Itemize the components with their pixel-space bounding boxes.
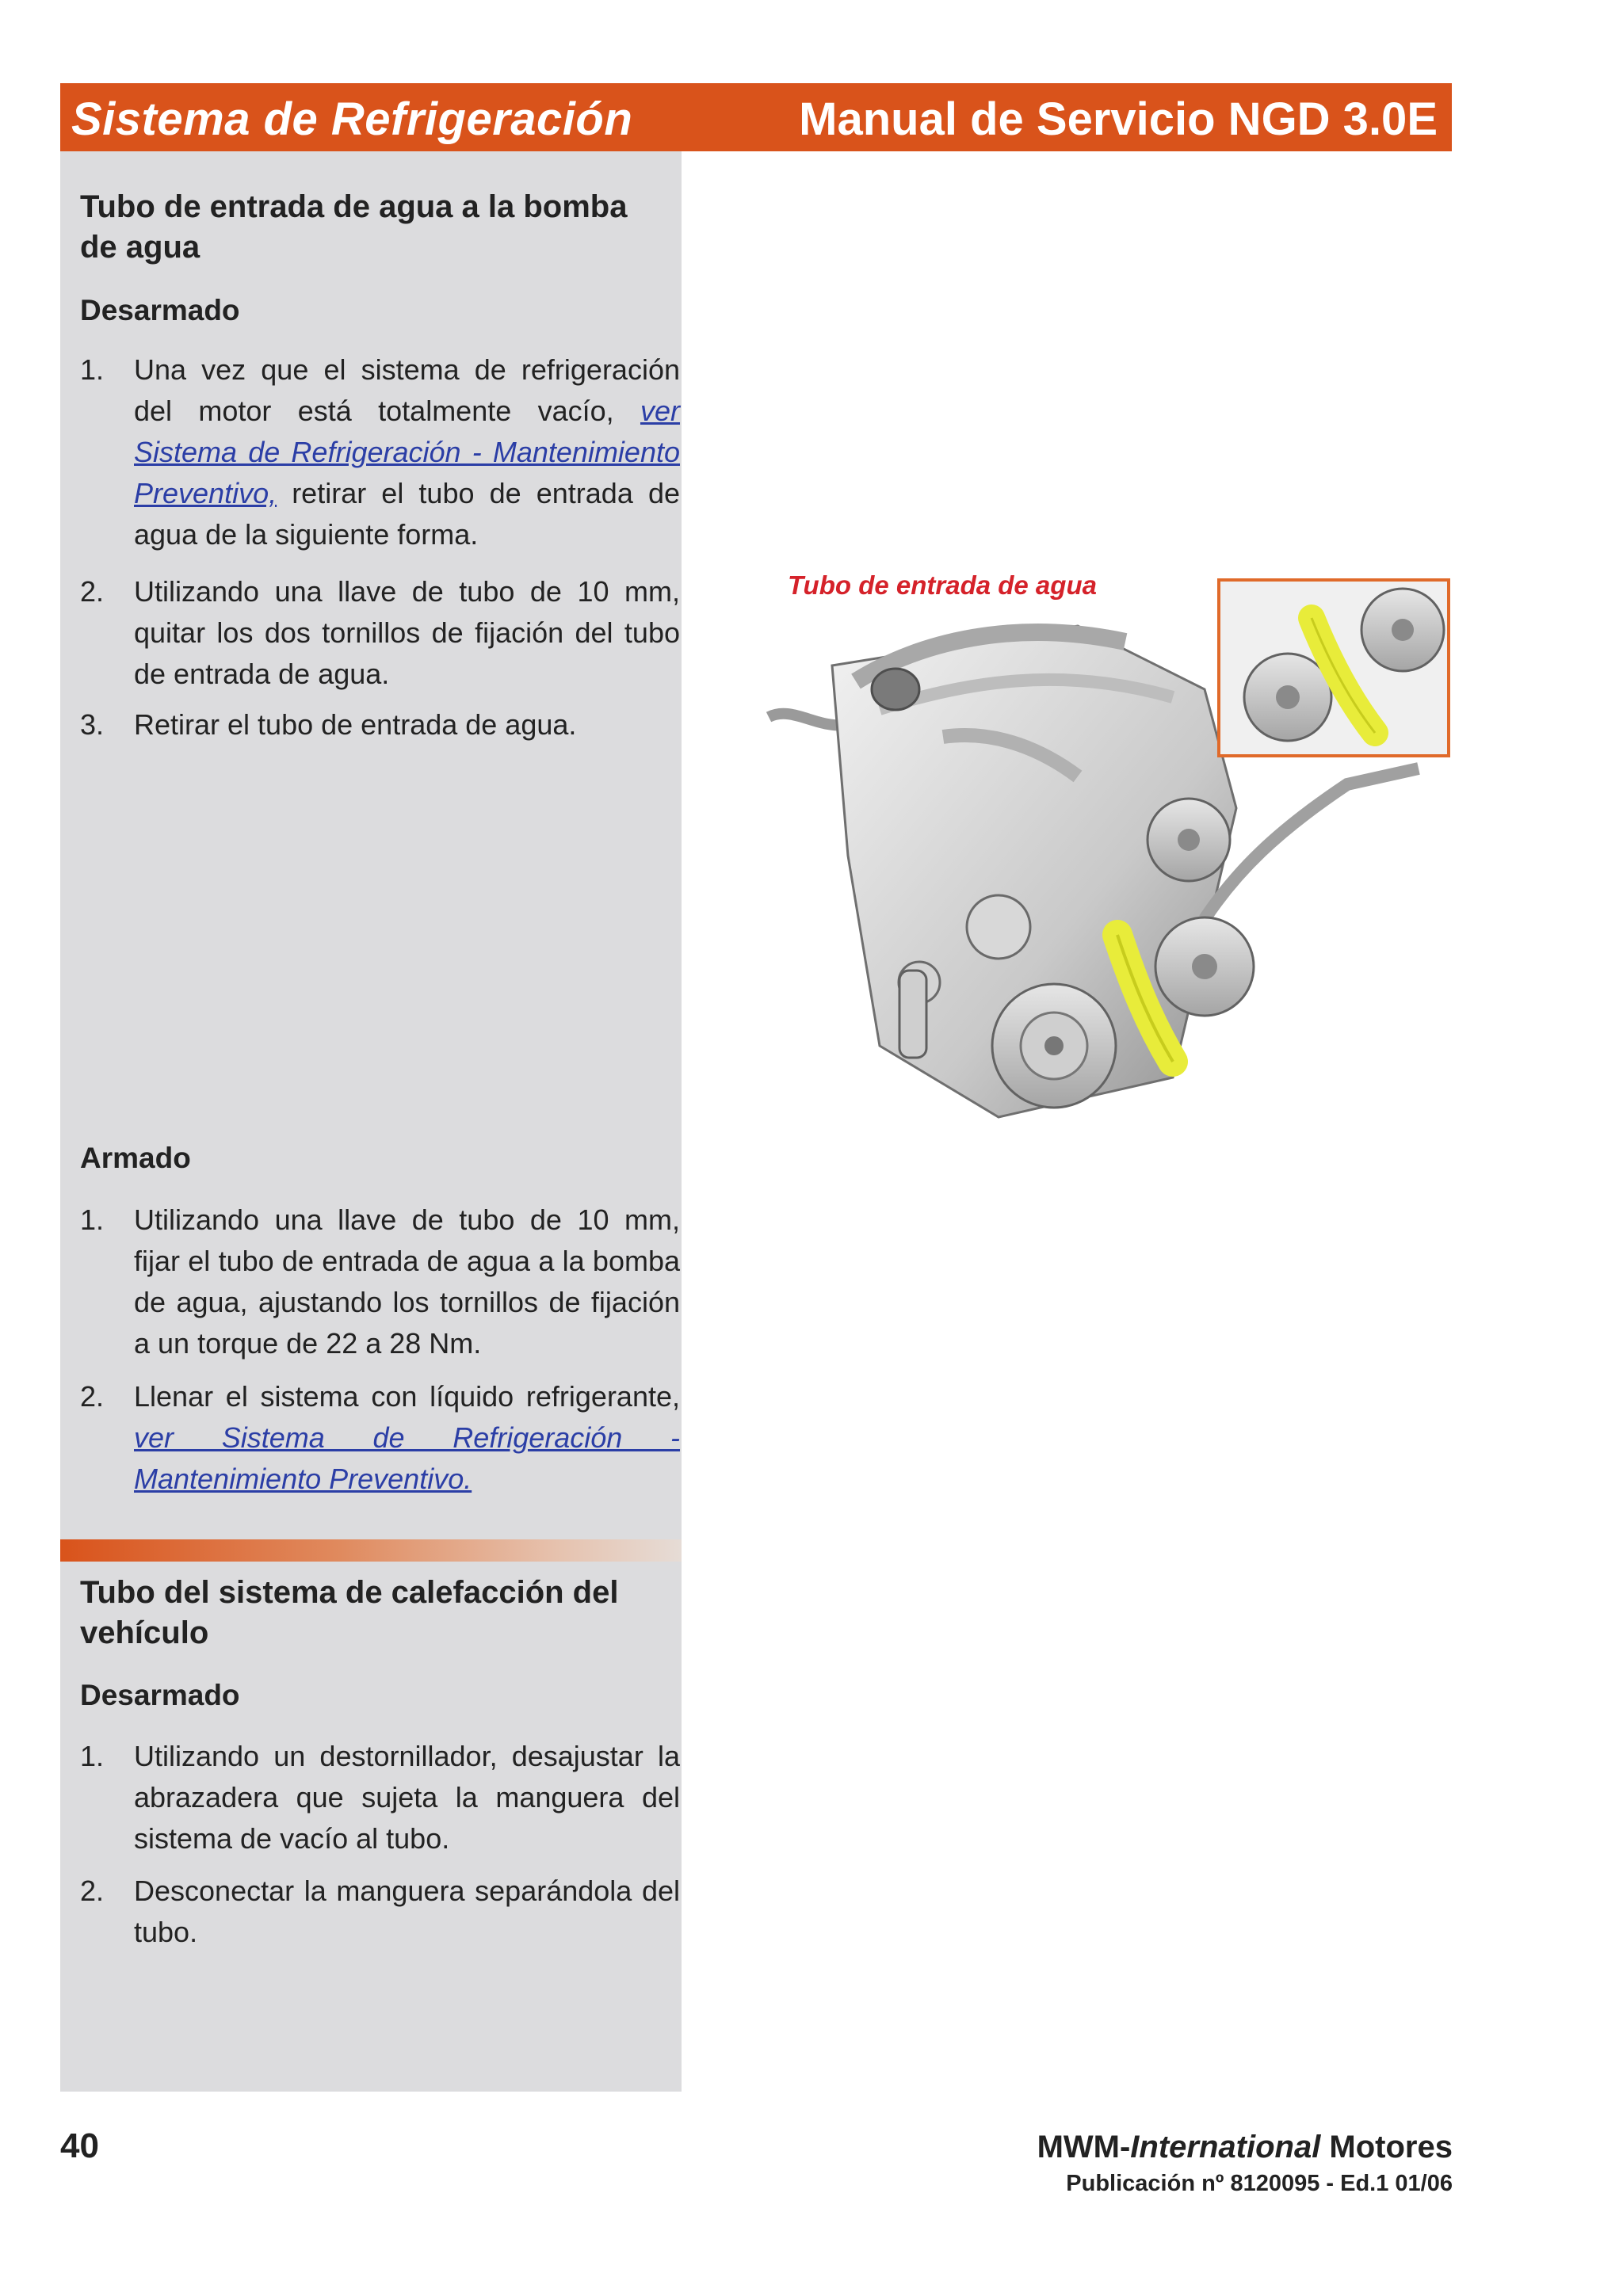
maintenance-link[interactable]: ver Sistema de Refrigeración - Mantenimiento Preventivo, bbox=[134, 395, 680, 509]
step-item bbox=[80, 1376, 680, 1500]
engine-figure bbox=[761, 570, 1455, 1125]
section-title-water-inlet: Tubo de entrada de agua a la bomba de agua bbox=[80, 189, 628, 265]
figure-label: Tubo de entrada de agua bbox=[788, 570, 1097, 600]
step-text bbox=[134, 1376, 680, 1500]
step-number: 1. bbox=[80, 1203, 105, 1236]
step-number: 2. bbox=[80, 575, 105, 608]
step-number: 2. bbox=[80, 1380, 105, 1413]
publication-info: Publicación nº 8120095 - Ed.1 01/06 bbox=[1066, 2171, 1453, 2196]
step-item bbox=[80, 349, 680, 555]
step-number: 2. bbox=[80, 1875, 105, 1907]
step-text: Utilizando una llave de tubo de 10 mm, quitar los dos tornillos de fijación del tubo de entrada de agua. bbox=[134, 575, 680, 690]
brand-suffix: Motores bbox=[1320, 2130, 1453, 2164]
step-text-after: retirar el tubo de entrada de agua de la siguiente forma. bbox=[134, 477, 680, 551]
header-bar bbox=[60, 83, 1452, 151]
publisher-name bbox=[1037, 2130, 1453, 2165]
instructions-column bbox=[60, 151, 682, 2092]
subsection-disassembly: Desarmado bbox=[80, 294, 240, 326]
brand-italic: International bbox=[1130, 2130, 1321, 2164]
step-text: Desconectar la manguera separándola del tubo. bbox=[134, 1875, 680, 1948]
step-text bbox=[134, 349, 680, 555]
step-item bbox=[80, 1736, 680, 1859]
step-number: 1. bbox=[80, 1740, 105, 1772]
step-item bbox=[80, 571, 680, 695]
step-item bbox=[80, 1199, 680, 1364]
section-header-title: Sistema de Refrigeración bbox=[71, 93, 633, 145]
page-number: 40 bbox=[60, 2126, 99, 2165]
engine-illustration bbox=[761, 570, 1455, 1125]
step-text: Utilizando una llave de tubo de 10 mm, fijar el tubo de entrada de agua a la bomba de agua, ajustando los tornillos de fijación a un torque de 22 a 28 Nm. bbox=[134, 1203, 680, 1360]
section-title-heating-tube: Tubo del sistema de calefacción del vehículo bbox=[80, 1575, 619, 1650]
step-number: 3. bbox=[80, 708, 105, 741]
step-item bbox=[80, 1871, 680, 1953]
step-text-before: Una vez que el sistema de refrigeración del motor está totalmente vacío, bbox=[134, 353, 680, 427]
step-item bbox=[80, 704, 680, 746]
step-text: Retirar el tubo de entrada de agua. bbox=[134, 708, 577, 741]
maintenance-link[interactable]: ver Sistema de Refrigeración - Mantenimiento Preventivo. bbox=[134, 1421, 680, 1495]
step-text: Utilizando un destornillador, desajustar la abrazadera que sujeta la manguera del sistema de vacío al tubo. bbox=[134, 1740, 680, 1855]
brand-prefix: MWM- bbox=[1037, 2130, 1131, 2164]
manual-title: Manual de Servicio NGD 3.0E bbox=[799, 93, 1438, 145]
subsection-assembly: Armado bbox=[80, 1142, 191, 1174]
step-number: 1. bbox=[80, 353, 105, 386]
section-divider bbox=[60, 1539, 682, 1562]
step-text-before: Llenar el sistema con líquido refrigerante, bbox=[134, 1380, 680, 1413]
subsection-disassembly: Desarmado bbox=[80, 1679, 240, 1711]
